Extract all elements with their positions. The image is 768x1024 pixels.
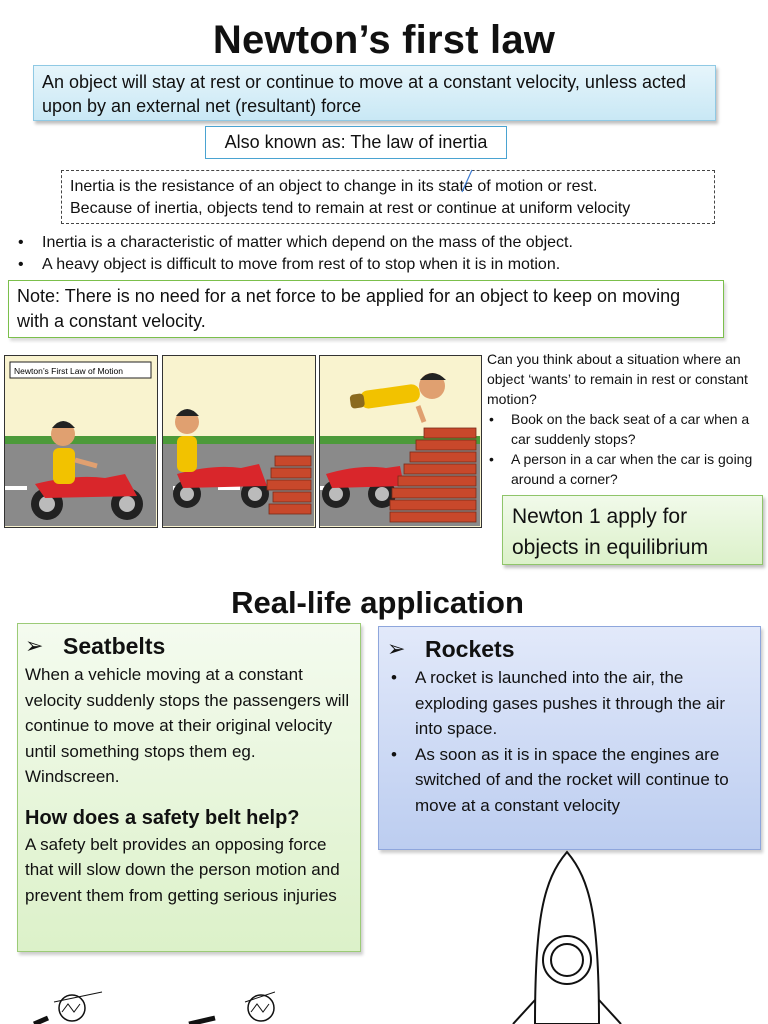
section-title: Real-life application (231, 585, 524, 620)
comic-scene-crash (320, 356, 480, 526)
seatbelt-figure-icon (30, 990, 120, 1024)
rockets-heading-row (387, 633, 752, 665)
question-text: Can you think about a situation where an object ‘wants’ to remain in rest or constant motion? (487, 351, 748, 407)
note-box: Note: There is no need for a net force to be applied for an object to keep on moving with a constant velocity. (8, 280, 724, 338)
seatbelts-box (17, 623, 361, 952)
inertia-line-2: Because of inertia, objects tend to remain at rest or continue at uniform velocity (70, 200, 631, 217)
list-item: • Inertia is a characteristic of matter which depend on the mass of the object. (18, 232, 738, 254)
inertia-definition-box (61, 170, 715, 224)
comic-panel-3 (319, 355, 482, 528)
list-item: • As soon as it is in space the engines are switched of and the rocket will continue to move at a constant velocity (387, 742, 752, 819)
inertia-bullet-list (18, 232, 738, 276)
pen-mark-icon (450, 168, 480, 198)
list-item: • A heavy object is difficult to move from rest of to stop when it is in motion. (18, 254, 738, 276)
comic-scene-rider (5, 356, 156, 526)
comic-panel-2 (162, 355, 316, 528)
rockets-heading: Rockets (425, 636, 515, 662)
safety-belt-answer: A safety belt provides an opposing force that will slow down the person motion and prevent them from getting serious injuries (25, 834, 340, 905)
list-item: • A rocket is launched into the air, the exploding gases pushes it through the air into space. (387, 665, 752, 742)
situation-list (487, 409, 757, 489)
page-title: Newton’s first law (212, 18, 556, 62)
rockets-box (378, 626, 761, 850)
arrow-bullet-icon: ➢ (25, 633, 44, 658)
list-item: • A person in a car when the car is going around a corner? (487, 449, 757, 489)
seatbelts-heading: Seatbelts (63, 633, 166, 659)
seatbelt-figure-icon (185, 990, 275, 1024)
inertia-line-1: Inertia is the resistance of an object to change in its state of motion or rest. (70, 178, 598, 195)
comic-panel-1 (4, 355, 158, 528)
comic-scene-approach (163, 356, 314, 526)
seatbelts-text: When a vehicle moving at a constant velocity suddenly stops the passengers will continue to move at their original velocity until something stops them eg. Windscreen. (25, 665, 350, 786)
also-known-as-box: Also known as: The law of inertia (205, 126, 507, 159)
arrow-bullet-icon: ➢ (387, 636, 406, 661)
seatbelts-heading-row (25, 630, 353, 662)
definition-box: An object will stay at rest or continue to move at a constant velocity, unless acted upon by an external net (resultant) force (33, 65, 716, 121)
comic-label: Newton’s First Law of Motion (14, 366, 123, 376)
equilibrium-box: Newton 1 apply for objects in equilibrium (502, 495, 763, 565)
safety-belt-question: How does a safety belt help? (25, 806, 300, 829)
list-item: • Book on the back seat of a car when a car suddenly stops? (487, 409, 757, 449)
situation-question (487, 349, 757, 489)
rocket-icon (505, 850, 630, 1024)
rockets-list (387, 665, 752, 818)
